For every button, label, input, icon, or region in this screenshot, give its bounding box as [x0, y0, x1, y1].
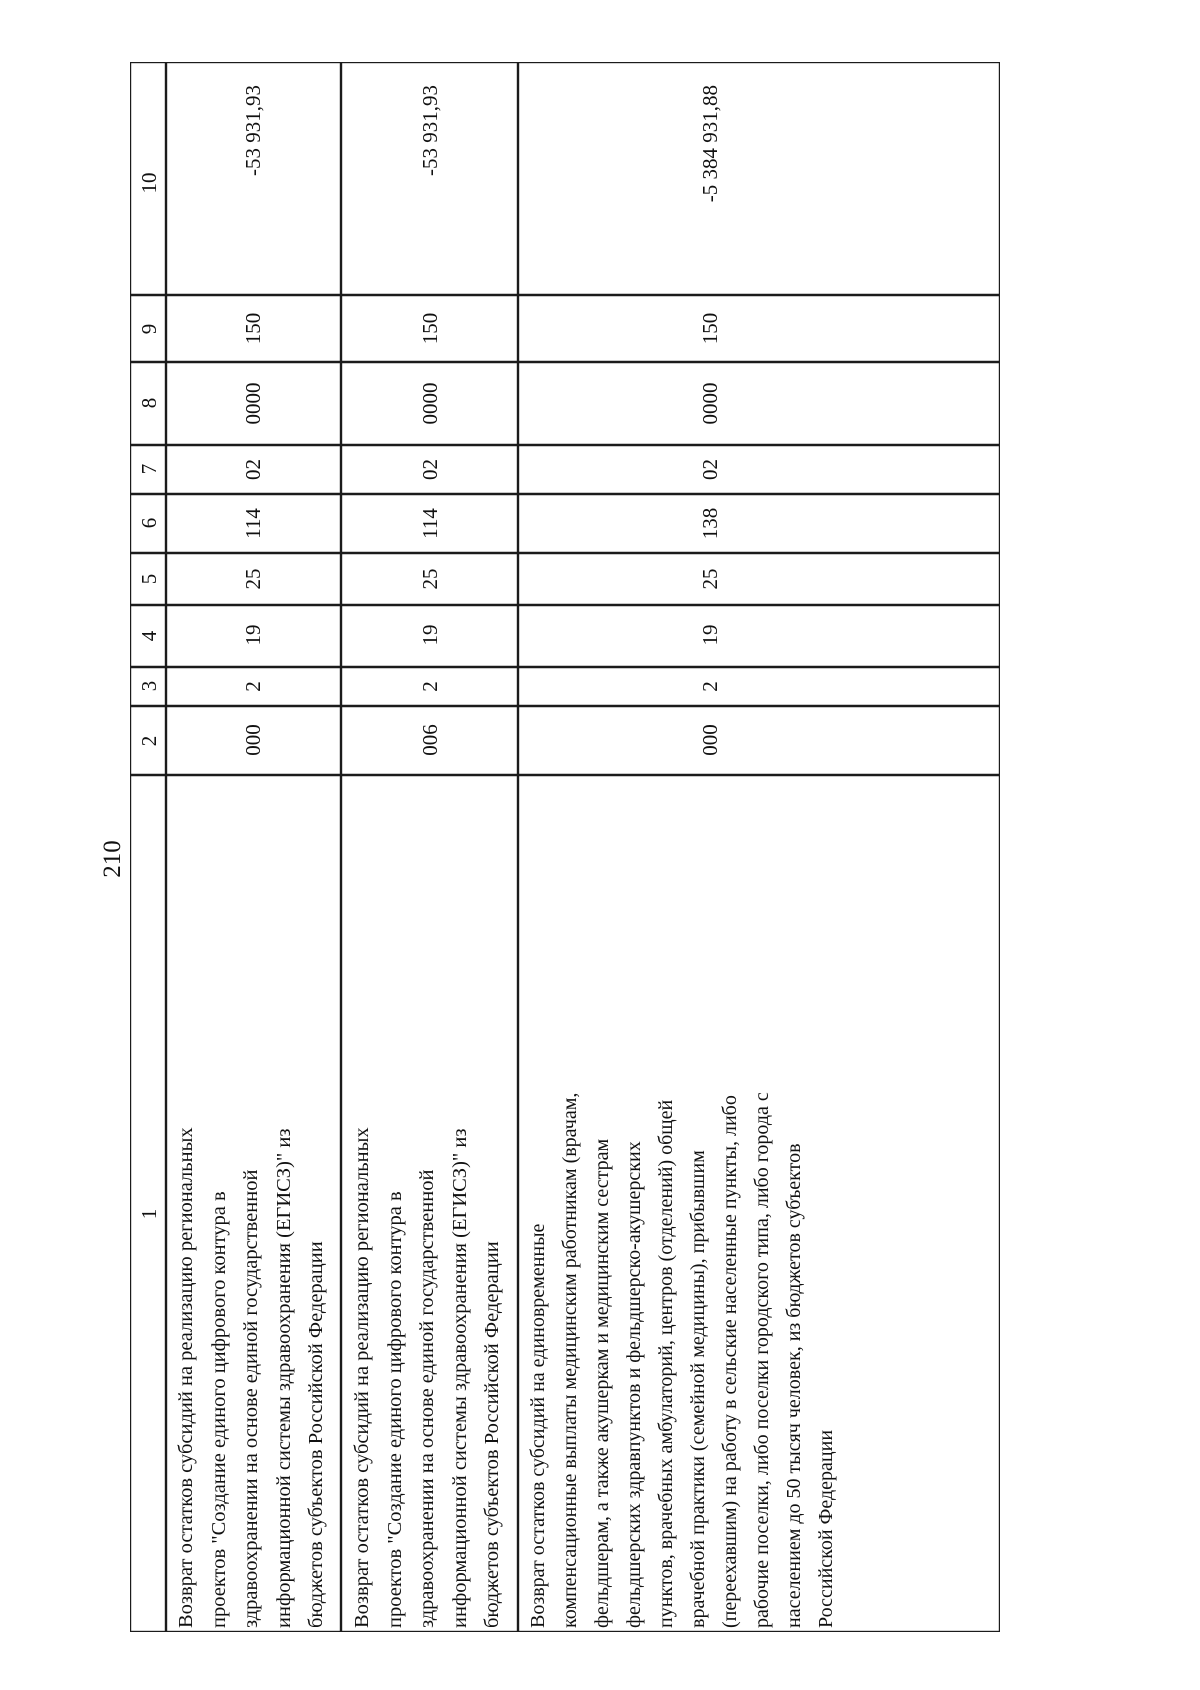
- row-2-line-1: Возврат остатков субсидий на реализацию региональных: [351, 1127, 373, 1628]
- row-3-line-10: Российской Федерации: [815, 1429, 837, 1628]
- row-2-col-4: 19: [418, 624, 442, 646]
- row-3-col-4: 19: [698, 624, 722, 646]
- row-2-description: [346, 778, 509, 1628]
- row-1-line-2: проектов "Создание единого цифрового контура в: [207, 1191, 230, 1628]
- row-3-line-9: населением до 50 тысяч человек, из бюджетов субъектов: [783, 1143, 805, 1628]
- row-3-col-3: 2: [698, 681, 722, 692]
- row-3-col-8: 0000: [698, 382, 722, 425]
- row-3-line-6: врачебной практики (семейной медицины), прибывшим: [687, 1150, 709, 1628]
- row-3-line-5: пунктов, врачебных амбулаторий, центров (отделений) общей: [655, 1099, 677, 1628]
- header-col-9: 9: [137, 323, 161, 335]
- row-2-col-5: 25: [418, 568, 442, 590]
- row-1-col-6: 114: [241, 508, 265, 539]
- header-col-4: 4: [137, 630, 161, 642]
- row-1-col-4: 19: [241, 624, 265, 646]
- row-2-line-2: проектов "Создание единого цифрового контура в: [383, 1191, 406, 1628]
- row-1-col-8: 0000: [241, 382, 265, 425]
- row-3-col-10: -5 384 931,88: [698, 85, 722, 203]
- row-1-line-4: информационной системы здравоохранения (ЕГИСЗ)" из: [272, 1128, 295, 1628]
- header-col-7: 7: [137, 463, 161, 475]
- row-1-col-10: -53 931,93: [241, 85, 265, 176]
- header-col-3: 3: [137, 680, 161, 692]
- row-1-col-2: 000: [241, 724, 265, 756]
- row-3-line-2: компенсационные выплаты медицинским работникам (врачам,: [559, 1092, 581, 1628]
- row-2-col-6: 114: [418, 508, 442, 539]
- header-col-1: 1: [137, 1208, 161, 1220]
- row-3-line-3: фельдшерам, а также акушеркам и медицинским сестрам: [591, 1138, 613, 1628]
- row-2-col-9: 150: [418, 312, 442, 345]
- row-3-col-2: 000: [698, 724, 722, 756]
- row-2-line-4: информационной системы здравоохранения (ЕГИСЗ)" из: [448, 1128, 471, 1628]
- row-1-description: [170, 778, 333, 1628]
- row-2-col-2: 006: [418, 724, 442, 756]
- row-1-col-9: 150: [241, 312, 265, 345]
- row-2-col-3: 2: [418, 681, 442, 692]
- row-3-description: [522, 778, 842, 1628]
- row-2-line-3: здравоохранении на основе единой государственной: [416, 1169, 438, 1628]
- row-1-line-1: Возврат остатков субсидий на реализацию региональных: [175, 1127, 197, 1628]
- row-1-line-5: бюджетов субъектов Российской Федерации: [305, 1241, 327, 1628]
- row-2-line-5: бюджетов субъектов Российской Федерации: [481, 1241, 503, 1628]
- page-number: 210: [99, 840, 126, 878]
- row-2-col-10: -53 931,93: [418, 85, 442, 176]
- row-1-line-3: здравоохранении на основе единой государственной: [240, 1169, 262, 1628]
- header-col-6: 6: [137, 517, 161, 529]
- row-1-col-7: 02: [241, 459, 265, 480]
- row-3-line-1: Возврат остатков субсидий на единовременные: [527, 1223, 549, 1628]
- row-3-col-6: 138: [698, 507, 722, 540]
- row-3-line-4: фельдшерских здравпунктов и фельдшерско-акушерских: [623, 1141, 645, 1628]
- row-1-col-5: 25: [241, 568, 265, 590]
- row-3-line-8: рабочие поселки, либо поселки городского типа, либо города с: [751, 1092, 773, 1628]
- header-col-5: 5: [137, 573, 161, 585]
- row-3-col-5: 25: [698, 568, 722, 590]
- row-3-col-9: 150: [698, 312, 722, 345]
- header-col-8: 8: [137, 397, 161, 409]
- row-3-line-7: (переехавшим) на работу в сельские населенные пункты, либо: [719, 1095, 741, 1628]
- row-2-col-7: 02: [418, 459, 442, 480]
- row-2-col-8: 0000: [418, 382, 442, 425]
- header-col-2: 2: [137, 735, 161, 747]
- row-1-col-3: 2: [241, 681, 265, 692]
- header-col-10: 10: [137, 172, 161, 194]
- row-3-col-7: 02: [698, 459, 722, 480]
- rotated-table: [130, 62, 1000, 1632]
